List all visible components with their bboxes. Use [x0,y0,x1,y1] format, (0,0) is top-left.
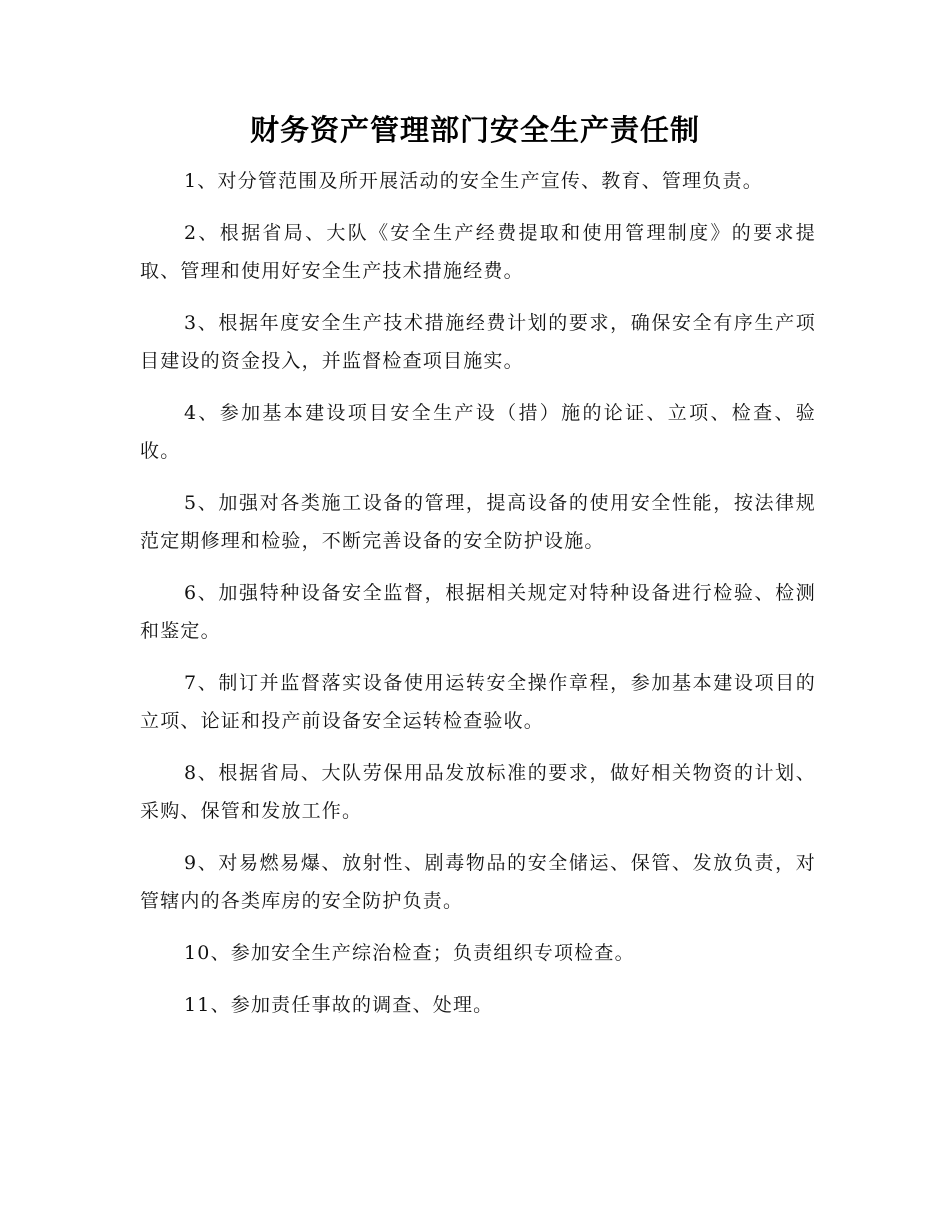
paragraph-11: 11、参加责任事故的调查、处理。 [184,994,494,1016]
paragraph-10: 10、参加安全生产综治检查；负责组织专项检查。 [184,942,635,964]
paragraph-8: 8、根据省局、大队劳保用品发放标准的要求，做好相关物资的计划、采购、保管和发放工作。 [140,762,816,822]
document-body [140,162,816,1038]
paragraph-4: 4、参加基本建设项目安全生产设（措）施的论证、立项、检查、验收。 [140,402,816,462]
paragraph-3: 3、根据年度安全生产技术措施经费计划的要求，确保安全有序生产项目建设的资金投入，并监督检查项目施实。 [140,312,816,372]
paragraph-1: 1、对分管范围及所开展活动的安全生产宣传、教育、管理负责。 [184,170,763,192]
paragraph-7: 7、制订并监督落实设备使用运转安全操作章程，参加基本建设项目的立项、论证和投产前设备安全运转检查验收。 [140,672,816,732]
paragraph-2: 2、根据省局、大队《安全生产经费提取和使用管理制度》的要求提取、管理和使用好安全生产技术措施经费。 [140,222,816,282]
paragraph-9: 9、对易燃易爆、放射性、剧毒物品的安全储运、保管、发放负责，对管辖内的各类库房的安全防护负责。 [140,852,816,912]
document-title: 财务资产管理部门安全生产责任制 [249,113,700,147]
paragraph-5: 5、加强对各类施工设备的管理，提高设备的使用安全性能，按法律规范定期修理和检验，不断完善设备的安全防护设施。 [140,492,816,552]
paragraph-6: 6、加强特种设备安全监督，根据相关规定对特种设备进行检验、检测和鉴定。 [140,582,816,642]
